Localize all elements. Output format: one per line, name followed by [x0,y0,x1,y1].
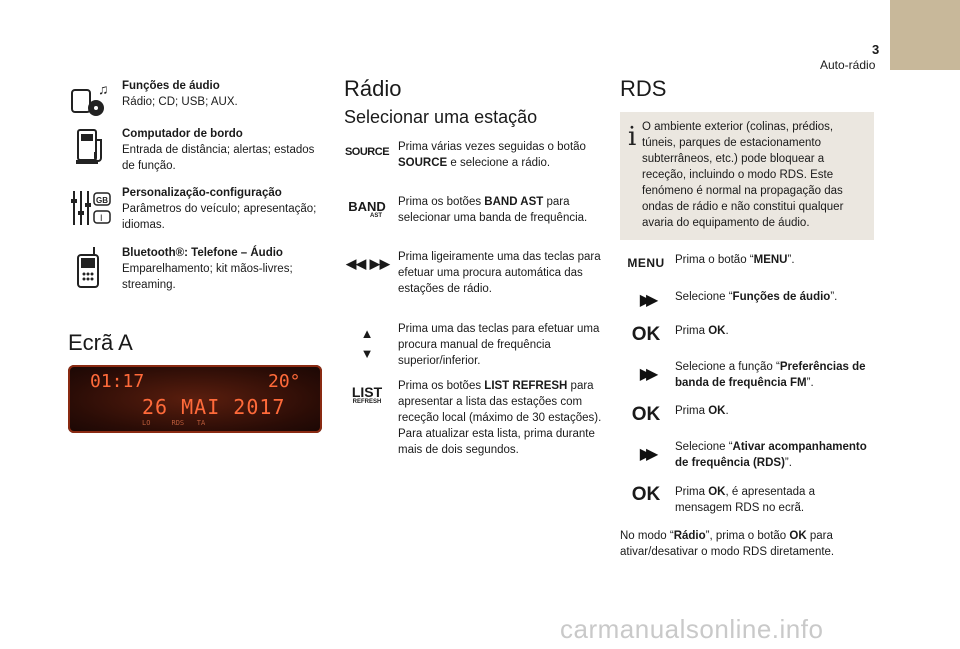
svg-text:GB: GB [96,196,108,205]
feature-title: Computador de bordo [122,128,243,140]
feature-title: Personalização-configuração [122,187,282,199]
display-date: 26 MAI 2017 [142,395,286,419]
svg-text:I: I [100,213,103,223]
rds-heading: RDS [620,76,667,101]
display-indicators: LO RDS TA [142,419,206,427]
rds-step: Prima OK. [675,405,729,417]
phone-icon [68,245,114,291]
menu-button-icon: MENU [627,256,665,270]
display-time: 01:17 [90,371,145,392]
ok-button-icon: OK [631,484,661,505]
radio-instruction: Prima os botões LIST REFRESH para apresentar a lista das estações com receção local (máximo de 30 estações). Para atualizar esta lista, prima durante mais de dois segundos. [398,380,602,456]
source-button-icon: SOURCE [344,146,390,158]
radio-heading: Rádio [344,76,402,101]
feature-desc: Parâmetros do veículo; apresentação; idiomas. [122,203,317,231]
rds-step: Prima OK. [675,325,729,337]
chapter-tab [890,0,960,70]
rds-step: Selecione “Ativar acompanhamento de frequência (RDS)”. [675,441,867,469]
section-title: Auto-rádio [820,58,876,72]
radio-instruction: Prima várias vezes seguidas o botão SOURCE e selecione a rádio. [398,141,586,169]
rds-step: Prima OK, é apresentada a mensagem RDS no ecrã. [675,486,815,514]
ecra-heading: Ecrã A [68,330,133,355]
rds-footer-note: No modo “Rádio”, prima o botão OK para ativar/desativar o modo RDS diretamente. [620,530,835,558]
radio-instruction: Prima ligeiramente uma das teclas para efetuar uma procura automática das estações de rádio. [398,251,601,295]
svg-text:♫: ♫ [98,81,109,97]
info-box [620,112,874,240]
radio-instruction: Prima uma das teclas para efetuar uma procura manual de frequência superior/inferior. [398,323,600,367]
settings-sliders-icon [68,185,114,231]
radio-instruction: Prima os botões BAND AST para selecionar uma banda de frequência. [398,196,588,224]
up-down-arrows-icon: ▲▼ [360,326,374,361]
feature-desc: Rádio; CD; USB; AUX. [122,96,238,108]
rds-step: Prima o botão “MENU”. [675,254,795,266]
rds-step: Selecione a função “Preferências de banda de frequência FM”. [675,361,866,389]
ok-button-icon: OK [631,324,661,345]
watermark: carmanualsonline.info [560,614,824,644]
feature-title: Funções de áudio [122,80,220,92]
forward-arrow-icon: ▶▶ [639,366,653,383]
band-ast-button-icon: BAND AST [348,199,386,219]
feature-desc: Entrada de distância; alertas; estados de função. [122,144,315,172]
feature-title: Bluetooth®: Telefone – Áudio [122,247,283,259]
info-text: O ambiente exterior (colinas, prédios, túneis, parques de estacionamento subterrâneos, etc.) pode bloquear a receção, incluindo o modo RDS. Este fenómeno é normal na propagação das ondas de rádio e não constitui qualquer avaria do equipamento de áudio. [642,121,844,229]
info-icon: i [628,122,637,152]
audio-icon [68,78,114,124]
ok-button-icon: OK [631,404,661,425]
feature-desc: Emparelhamento; kit mãos-livres; streaming. [122,263,293,291]
fuel-pump-icon [68,126,114,172]
display-screen [68,365,322,433]
page-number: 3 [872,42,880,57]
forward-arrow-icon: ▶▶ [639,446,653,463]
forward-arrow-icon: ▶▶ [639,292,653,309]
radio-subheading: Selecionar uma estação [344,107,538,127]
seek-arrows-icon: ◀◀ ▶▶ [346,256,390,271]
display-temperature: 20° [268,371,301,392]
list-refresh-button-icon: LIST REFRESH [351,384,383,405]
rds-step: Selecione “Funções de áudio”. [675,291,838,303]
